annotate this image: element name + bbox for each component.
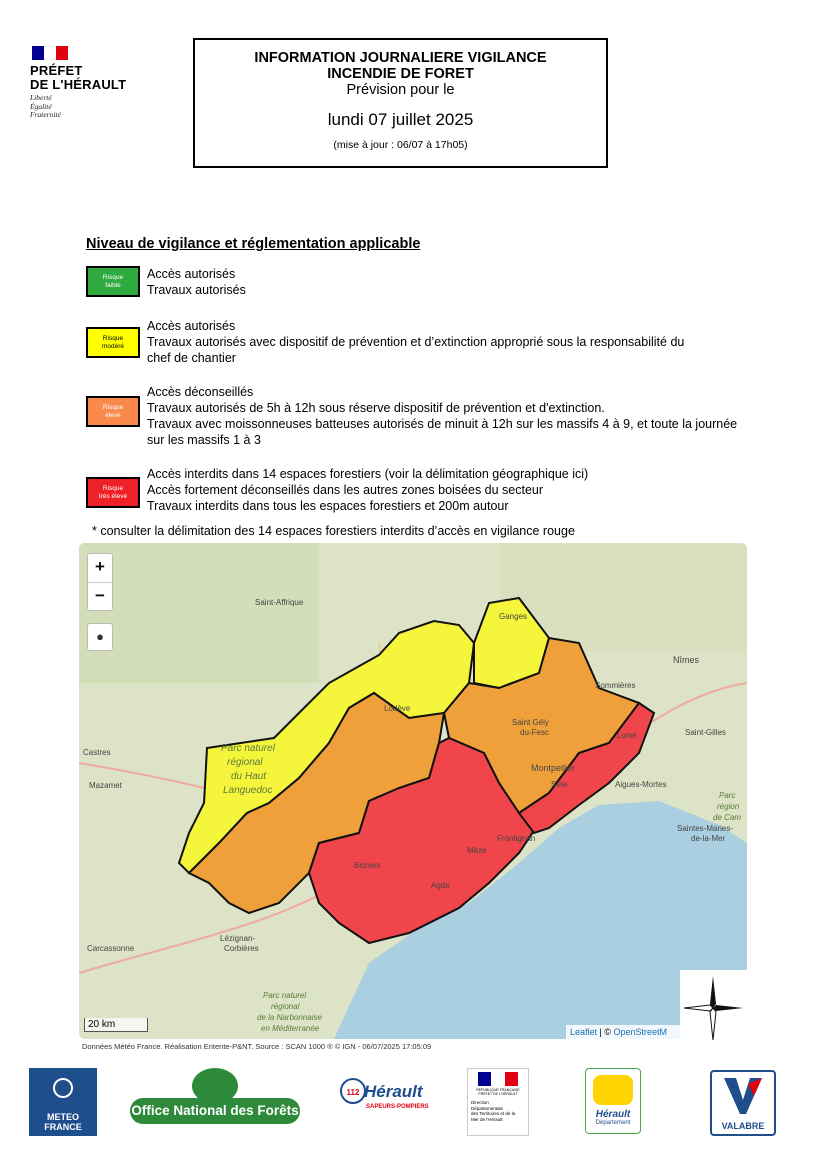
map-attribution xyxy=(566,1025,680,1039)
ddtm-line4: Mer de l'Hérault xyxy=(471,1116,503,1122)
legend-high-line3: Travaux avec moissonneuses batteuses autorisés de minuit à 12h sur les massifs 4 à 9, et toute la journée xyxy=(147,417,738,431)
badge-risk-high xyxy=(86,396,140,427)
label-saint-gely: Saint Gély xyxy=(512,718,549,727)
label-parc-narbo-1: Parc naturel xyxy=(263,991,307,1000)
label-carcassonne: Carcassonne xyxy=(87,944,135,953)
sdis-name: Hérault xyxy=(364,1082,423,1101)
legend-text-moderate xyxy=(147,318,684,366)
ddtm-line1: Direction xyxy=(471,1100,489,1105)
label-parc-camargue-1: Parc xyxy=(719,791,736,800)
prefecture-name-line2: DE L'HÉRAULT xyxy=(30,77,127,92)
label-sete: Sète xyxy=(551,780,568,789)
badge-very-high-line2: très élevé xyxy=(98,492,128,500)
legend-low-line1: Accès autorisés xyxy=(147,267,236,281)
badge-high-line2: élevé xyxy=(105,411,121,419)
legend-text-high xyxy=(147,384,737,448)
onf-logo xyxy=(130,1068,300,1130)
motto-egalite: Égalité xyxy=(30,101,52,111)
french-flag-icon xyxy=(32,46,68,60)
legend-moderate-line1: Accès autorisés xyxy=(147,319,236,333)
legend-very-high-line2: Accès fortement déconseillés dans les autres zones boisées du secteur xyxy=(147,483,544,497)
label-saint-gely-2: du-Fesc xyxy=(520,728,549,737)
badge-high-line1: Risque xyxy=(102,404,124,411)
label-parc-haut-2: régional xyxy=(227,757,263,768)
meteo-france-logo xyxy=(29,1068,97,1136)
herault-dept-sub: Département xyxy=(595,1120,631,1126)
leaflet-link[interactable]: Leaflet xyxy=(570,1027,598,1037)
zoom-in-button[interactable]: + xyxy=(95,557,105,576)
label-parc-camargue-3: de Cam xyxy=(713,813,742,822)
herault-dept-name: Hérault xyxy=(595,1109,631,1120)
label-parc-camargue-2: région xyxy=(717,802,740,811)
label-frontignan: Frontignan xyxy=(497,834,536,843)
label-meze: Mèze xyxy=(467,846,487,855)
compass-rose xyxy=(680,970,747,1045)
badge-low-line2: faible xyxy=(105,281,121,289)
forecast-date: lundi 07 juillet 2025 xyxy=(327,110,474,129)
zoom-out-button[interactable]: − xyxy=(88,582,112,611)
valabre-v-icon xyxy=(720,1076,766,1116)
legend-high-line1: Accès déconseillés xyxy=(147,385,254,399)
prefecture-motto xyxy=(30,94,140,120)
update-time: (mise à jour : 06/07 à 17h05) xyxy=(333,139,468,151)
label-parc-haut-3: du Haut xyxy=(231,771,267,782)
badge-risk-low xyxy=(86,266,140,297)
geolocate-button[interactable] xyxy=(87,623,113,651)
label-parc-narbo-2: régional xyxy=(271,1002,300,1011)
badge-moderate-line2: modéré xyxy=(101,342,125,350)
legend-moderate-line3: chef de chantier xyxy=(147,351,236,365)
footnote: * consulter la délimitation des 14 espaces forestiers interdits d’accès en vigilance rouge xyxy=(92,524,575,538)
label-saintes-maries-2: de-la-Mer xyxy=(691,834,726,843)
label-agde: Agde xyxy=(431,881,450,890)
ddtm-line2: Départementale xyxy=(471,1105,504,1111)
label-mazamet: Mazamet xyxy=(89,781,122,790)
forecast-label: Prévision pour le xyxy=(346,82,455,98)
legend-moderate-line2: Travaux autorisés avec dispositif de prévention et d’extinction approprié sous la responsabilité du xyxy=(147,335,685,349)
label-lunel: Lunel xyxy=(617,731,637,740)
label-saint-gilles: Saint-Gilles xyxy=(685,728,726,737)
legend-very-high-line3: Travaux interdits dans tous les espaces forestiers et 200m autour xyxy=(147,499,509,513)
label-nimes: Nîmes xyxy=(673,655,700,665)
motto-liberte: Liberté xyxy=(30,93,52,102)
ddtm-text xyxy=(471,1100,525,1122)
osm-link[interactable]: OpenStreetM xyxy=(613,1027,668,1037)
label-castres: Castres xyxy=(83,748,111,757)
prefecture-name xyxy=(30,64,140,92)
label-parc-narbo-3: de la Narbonnaise xyxy=(257,1013,322,1022)
label-lezignan: Lézignan- xyxy=(220,934,256,943)
valabre-name: VALABRE xyxy=(721,1121,765,1131)
ddtm-logo xyxy=(467,1068,529,1136)
compass-icon xyxy=(680,970,747,1045)
globe-icon: ● xyxy=(96,629,104,644)
meteo-sun-icon xyxy=(53,1078,73,1098)
label-montpellier: Montpellier xyxy=(531,763,576,773)
prefecture-name-line1: PRÉFET xyxy=(30,63,83,78)
label-lodeve: Lodève xyxy=(384,704,411,713)
header-title-line2: INCENDIE DE FORET xyxy=(327,66,474,82)
label-saint-affrique: Saint-Affrique xyxy=(255,598,304,607)
label-sommieres: Sommières xyxy=(595,681,636,690)
legend-text-very-high xyxy=(147,466,588,514)
sdis-sub: SAPEURS-POMPIERS xyxy=(366,1104,429,1110)
herault-sun-icon xyxy=(593,1075,633,1105)
zoom-control xyxy=(87,553,113,611)
label-parc-haut-1: Parc naturel xyxy=(221,743,275,754)
vigilance-map[interactable] xyxy=(79,543,747,1039)
badge-risk-moderate xyxy=(86,327,140,358)
ddtm-prefet: PRÉFET DE L'HÉRAULT xyxy=(478,1092,518,1096)
label-beziers: Béziers xyxy=(354,861,381,870)
header-box xyxy=(193,38,608,168)
legend-high-line4: sur les massifs 1 à 3 xyxy=(147,433,261,447)
ddtm-republique: RÉPUBLIQUE FRANÇAISE xyxy=(476,1088,520,1092)
map-scale: 20 km xyxy=(84,1018,148,1032)
sdis-112-badge: 112 xyxy=(340,1078,366,1104)
badge-low-line1: Risque xyxy=(102,274,124,281)
map-svg xyxy=(79,543,747,1039)
meteo-line2: FRANCE xyxy=(44,1122,82,1132)
header-title-line1: INFORMATION JOURNALIERE VIGILANCE xyxy=(254,50,547,66)
motto-fraternite: Fraternité xyxy=(30,110,61,119)
badge-moderate-line1: Risque xyxy=(102,335,124,342)
ddtm-line3: des Territoires et de la xyxy=(471,1111,516,1116)
valabre-logo xyxy=(710,1070,776,1136)
map-relief-nw xyxy=(79,543,319,683)
label-saintes-maries-1: Saintes-Maries- xyxy=(677,824,734,833)
label-parc-narbo-4: en Méditerranée xyxy=(261,1024,320,1033)
ddtm-flag-icon xyxy=(478,1072,518,1086)
legend-text-low xyxy=(147,266,246,298)
legend-low-line2: Travaux autorisés xyxy=(147,283,246,297)
badge-very-high-line1: Risque xyxy=(102,485,124,492)
label-corbieres: Corbières xyxy=(224,944,259,953)
sdis-logo xyxy=(340,1076,432,1120)
attribution-separator: | © xyxy=(597,1027,614,1037)
prefecture-logo xyxy=(30,46,140,120)
legend-high-line2: Travaux autorisés de 5h à 12h sous réserve dispositif de prévention et d'extinction. xyxy=(147,401,605,415)
label-ganges: Ganges xyxy=(499,612,528,621)
legend-title: Niveau de vigilance et réglementation applicable xyxy=(86,236,421,252)
onf-name: Office National des Forêts xyxy=(130,1098,300,1124)
map-source: Données Météo France. Réalisation Entente-P&NT. Source : SCAN 1000 ® © IGN - 06/07/2025 17:05:09 xyxy=(82,1042,432,1051)
legend-very-high-line1[interactable]: Accès interdits dans 14 espaces forestiers (voir la délimitation géographique ici) xyxy=(147,467,589,481)
herault-department-logo xyxy=(585,1068,641,1134)
badge-risk-very-high xyxy=(86,477,140,508)
meteo-line1: METEO xyxy=(46,1112,79,1122)
label-parc-haut-4: Languedoc xyxy=(223,785,273,796)
label-aigues-mortes: Aigues-Mortes xyxy=(615,780,667,789)
